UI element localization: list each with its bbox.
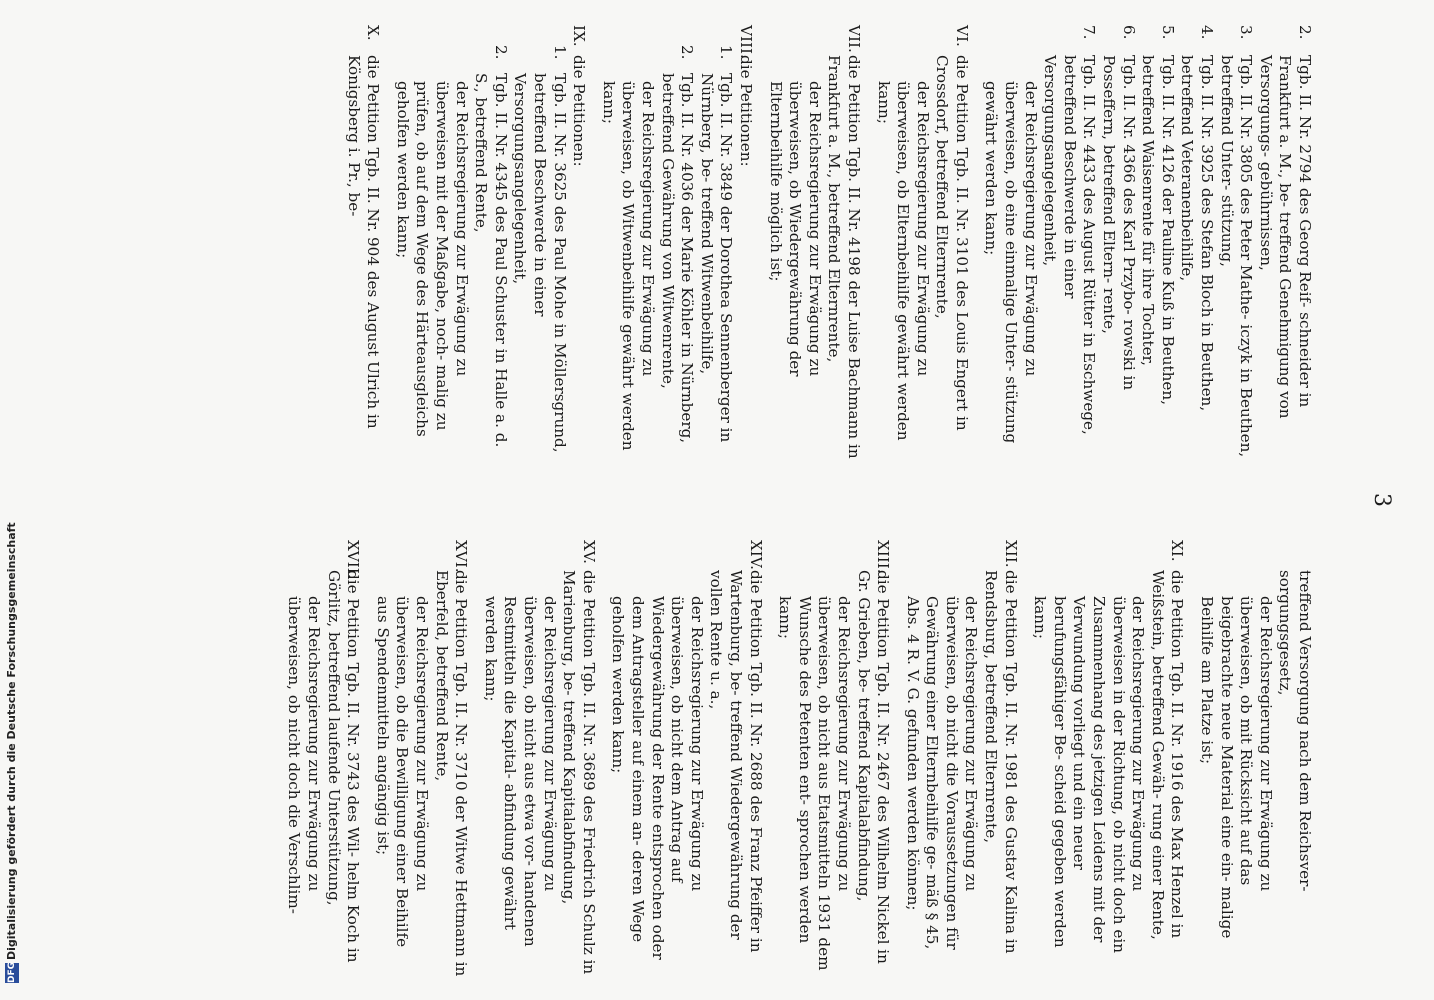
entry-number: 1. [550,45,569,60]
left-column [343,25,1314,465]
entry-text: Tgb. II. Nr. 4345 des Paul Schuster in Halle a. d. S., betreffend Rente, [472,73,510,448]
petition-entry [1040,25,1099,465]
entry-text: die Petition Tgb. II. Nr. 3689 des Friedrich Schulz in Marienburg, be‑ treffend Kapitalabfindung, [560,570,598,975]
spacer [863,25,873,465]
entry-number: XII. [1001,540,1020,568]
entry-number: 5. [1158,25,1177,40]
entry-number: 4. [1198,25,1217,40]
entry-text: Tgb. II. Nr. 4036 der Marie Köhler in Nürnberg, betreffend Gewährung von Witwenrente, [658,73,697,444]
entry-text: Tgb. II. Nr. 2794 des Georg Reif‑ schneider in Frankfurt a. M., be‑ treffend Genehmigung von Versorgungs‑ gebührnissen, [1256,55,1314,419]
entry-text: Tgb. II. Nr. 3805 des Peter Mathe‑ iczyk in Beuthen, betreffend Unter‑ stützung, [1217,55,1256,458]
petition-entry [981,540,1020,980]
entry-text: Tgb. II. Nr. 3849 der Dorothea Sennenberger in Nürnberg, be‑ treffend Witwenbeihilfe, [697,73,736,443]
footer-credit: Digitalisierung gefördert durch die Deutsche Forschungsgemeinschaft [5,522,18,960]
entry-text: die Petition Tgb. II. Nr. 1916 des Max Henzel in Weißstein, betreffend Gewäh‑ rung einer Rente, [1148,570,1187,940]
petition-entry [343,25,382,465]
entry-number: VII. [844,25,863,53]
sub-entry [657,45,696,465]
entry-number: 7. [1080,25,1099,40]
resolution-text: der Reichsregierung zur Erwägung zu überweisen, ob mit Rücksicht auf das beigebrachte neue Material eine ein‑ malige Beihilfe am Platze ist; [1198,596,1275,939]
sub-entry [696,45,735,465]
entry-number: XV. [579,540,598,564]
petition-entry [1216,25,1255,465]
petition-entry [1138,25,1177,465]
spacer [382,25,392,465]
entry-number: 2. [491,45,510,60]
entry-number: XI. [1168,540,1187,562]
entry-text: Tgb. II. Nr. 4126 der Pauline Kuß in Beuthen, betreffend Waisenrente für ihre Tochter, [1139,55,1177,406]
entry-text: die Petition Tgb. II. Nr. 2688 des Franz Pfeiffer in Wartenburg, be‑ treffend Wiedergewährung der vollen Rente u. a., [707,570,765,953]
entry-text: Tgb. II. Nr. 3625 des Paul Mohe in Möllersgrund, betreffend Beschwerde in einer Versorgungsangelegenheit, [511,73,569,453]
entry-number: X. [364,25,383,41]
sub-entry [510,45,569,465]
spacer [1186,540,1196,980]
page-number: 3 [1369,493,1394,507]
resolution-text: der Reichsregierung zur Erwägung zu überweisen, ob nicht aus Etatsmitteln 1931 dem Wunsche des Petenten ent‑ sprochen werden kann; [776,596,853,971]
petition-entry [569,25,589,465]
entry-text: die Petition Tgb. II. Nr. 904 des August Ulrich in Königsberg i. Pr., be‑ [344,55,383,429]
spacer [598,540,608,980]
entry-number: VIII. [736,25,755,59]
entry-text: die Petition Tgb. II. Nr. 2467 des Wilhelm Nickel in Gr. Grieben, be‑ treffend Kapitalabfindung, [854,570,893,964]
resolution-text: der Reichsregierung zur Erwägung zu überweisen, ob nicht dem Antrag auf Wiedergewährung der Rente entsprochen oder dem Antragsteller auf einem an‑ deren Wege geholfen werden kann; [609,596,706,960]
entry-number: XIII. [874,540,893,574]
petition-entry [1098,25,1137,465]
spacer [588,25,598,465]
entry-text: die Petition Tgb. II. Nr. 3101 des Louis Engert in Crossdorf, betreffend Elternrente, [933,55,971,431]
entry-number: XVI. [452,540,471,573]
entry-text: die Petition Tgb. II. Nr. 3743 des Wil‑ helm Koch in Görlitz, betreffend laufende Unterstützung, [324,570,363,963]
petition-entry [559,540,598,980]
petition-entry [323,540,362,980]
spacer [765,540,775,980]
entry-number: 2. [1296,25,1314,40]
dfg-logo: DFG [7,961,17,983]
entry-number: 1. [717,45,736,60]
petition-entry [735,25,755,465]
spacer [892,540,902,980]
petition-entry [1147,540,1186,980]
entry-number: 2. [678,45,697,60]
petition-entry [1255,25,1314,465]
entry-text: Tgb. II. Nr. 3925 des Stefan Bloch in Beuthen, betreffend Veteranenbeihilfe, [1178,55,1217,412]
petition-entry [853,540,892,980]
petition-entry [431,540,470,980]
entry-number: 3. [1237,25,1256,40]
spacer [755,25,765,465]
petition-entry [1177,25,1216,465]
resolution-text: der Reichsregierung zur Erwägung zu überweisen mit der Maßgabe, noch‑ malig zu prüfen, ob auf dem Wege des Härteausgleichs geholfen werden kann; [393,81,471,437]
entry-text: die Petition Tgb. II. Nr. 3710 der Witwe Hettmann in Eberfeld, betreffend Rente, [432,570,471,977]
entry-text: die Petitionen: [736,55,755,167]
sub-entry [471,45,510,465]
right-column [284,540,1314,980]
resolution-text: der Reichsregierung zur Erwägung zu überweisen in der Richtung, ob nicht doch ein Zusammenhang des jetzigen Leidens mit der Verwundung vorliegt und ein neuer berufungsfähiger Be‑ scheid gegeben werden kann; [1031,596,1148,954]
resolution-text: der Reichsregierung zur Erwägung zu überweisen, ob die Bewilligung einer Beihilfe aus Spendenmitteln angängig ist; [373,596,432,948]
entry-number: IX. [570,25,589,47]
entry-text: die Petition Tgb. II. Nr. 1981 des Gustav Kalina in Rendsburg, betreffend Elternrente, [982,570,1020,954]
entry-number: VI. [952,25,971,47]
spacer [1020,540,1030,980]
resolution-text: der Reichsregierung zur Erwägung zu überweisen, ob nicht aus etwa vor‑ handenen Restmitteln die Kapital‑ abfindung gewährt werden kann; [481,596,559,947]
petition-entry [706,540,765,980]
resolution-text: der Reichsregierung zur Erwägung zu überweisen, ob Witwenbeihilfe gewährt werden kann; [599,81,657,451]
spacer [362,540,372,980]
entry-text: die Petitionen: [570,55,589,167]
resolution-text: der Reichsregierung zur Erwägung zu überweisen, ob Wiedergewährung der Elternbeihilfe möglich ist; [766,81,824,377]
resolution-text: der Reichsregierung zur Erwägung zu überweisen, ob nicht die Voraussetzungen für Gewährung einer Elternbeihilfe ge‑ mäß § 45, Abs. 4 R. V. G. gefunden werden können; [903,596,981,950]
spacer [971,25,981,465]
petition-entry [932,25,971,465]
entry-number: XVII. [344,540,363,579]
resolution-text: der Reichsregierung zur Erwägung zu überweisen, ob nicht doch die Verschlim‑ [285,596,324,914]
spacer [470,540,480,980]
entry-text: die Petition Tgb. II. Nr. 4198 der Luise Bachmann in Frankfurt a. M., betreffend Elternrente, [825,55,863,459]
petition-entry [824,25,863,465]
entry-continuation: treffend Versorgung nach dem Reichsver‑ sorgungsgesetz, [1276,570,1314,892]
resolution-text: der Reichsregierung zur Erwägung zu überweisen, ob Elternbeihilfe gewährt werden kann; [874,81,932,441]
entry-text: Tgb. II. Nr. 4433 des August Rütter in Eschwege, betreffend Beschwerde in einer Versorgungsangelegenheit, [1041,55,1099,435]
entry-number: 6. [1119,25,1138,40]
resolution-text: der Reichsregierung zur Erwägung zu überweisen, ob eine einmalige Unter‑ stützung gewährt werden kann; [982,81,1040,444]
entry-number: XIV. [746,540,765,570]
entry-text: Tgb. II. Nr. 4366 des Karl Przybo‑ rowski in Posseffern, betreffend Eltern‑ rente, [1100,55,1138,391]
